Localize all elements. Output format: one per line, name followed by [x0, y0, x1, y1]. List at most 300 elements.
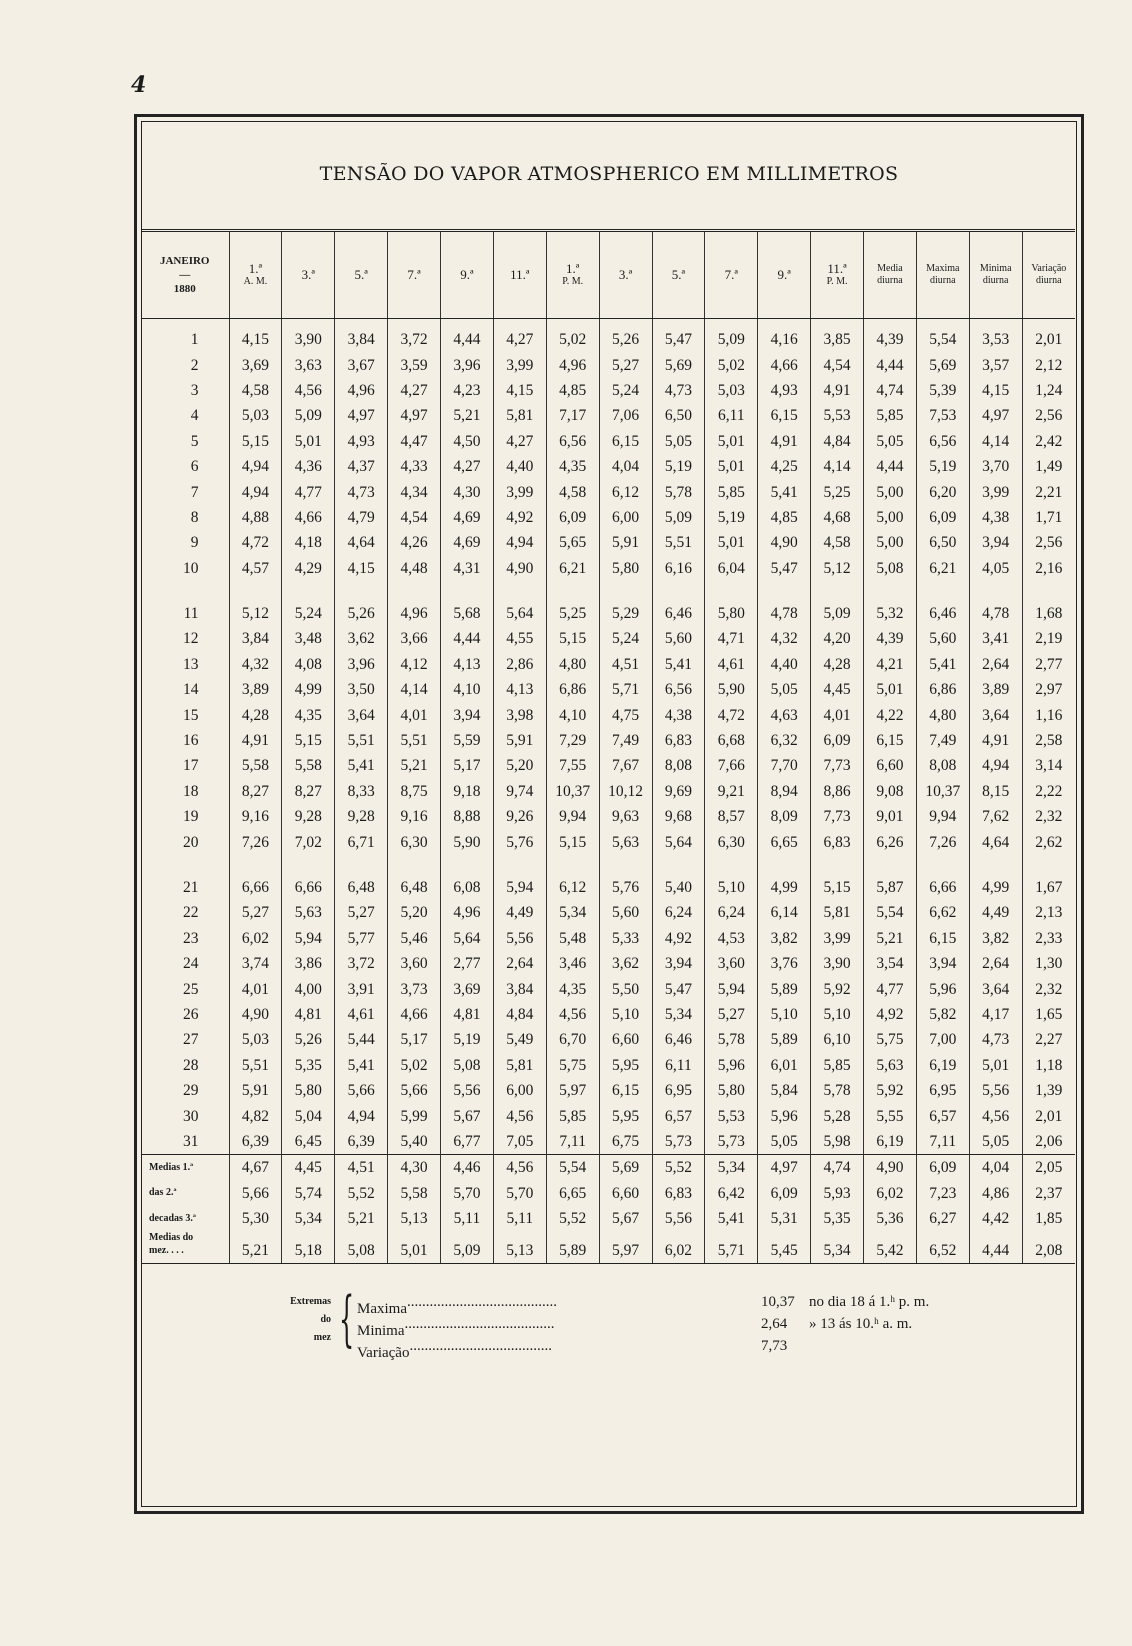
value-cell: 4,32 — [758, 626, 811, 651]
value-cell: 2,62 — [1022, 829, 1075, 854]
value-cell: 10,37 — [546, 779, 599, 804]
day-number: 26 — [183, 1005, 199, 1023]
value-cell: 4,44 — [969, 1231, 1022, 1264]
gap-cell — [141, 855, 229, 875]
column-header-top: Media — [877, 263, 903, 274]
value-cell: 9,01 — [864, 804, 917, 829]
value-cell: 9,69 — [652, 779, 705, 804]
value-cell: 6,14 — [758, 900, 811, 925]
value-cell: 4,77 — [864, 976, 917, 1001]
value-cell: 5,35 — [282, 1053, 335, 1078]
value-cell: 3,73 — [388, 976, 441, 1001]
value-cell: 4,90 — [229, 1002, 282, 1027]
value-cell: 4,49 — [493, 900, 546, 925]
table-row — [141, 352, 1075, 377]
value-cell: 2,77 — [1022, 652, 1075, 677]
value-cell: 5,00 — [864, 505, 917, 530]
value-cell: 4,79 — [335, 505, 388, 530]
gap-cell — [864, 581, 917, 601]
value-cell: 3,89 — [969, 677, 1022, 702]
value-cell: 6,60 — [599, 1027, 652, 1052]
value-cell: 9,94 — [916, 804, 969, 829]
decade-gap — [141, 581, 1075, 601]
value-cell: 2,27 — [1022, 1027, 1075, 1052]
value-cell: 2,32 — [1022, 804, 1075, 829]
value-cell: 7,06 — [599, 403, 652, 428]
table-row — [141, 926, 1075, 951]
value-cell: 6,12 — [546, 875, 599, 900]
value-cell: 5,84 — [758, 1078, 811, 1103]
table-row — [141, 677, 1075, 702]
gap-cell — [1022, 855, 1075, 875]
value-cell: 5,34 — [705, 1155, 758, 1181]
decade-mean-label-text — [141, 1213, 199, 1225]
extreme-dots: ...................................... — [409, 1338, 552, 1354]
value-cell: 6,65 — [546, 1181, 599, 1206]
gap-cell — [229, 581, 282, 601]
day-number: 24 — [183, 955, 199, 973]
value-cell: 7,17 — [546, 403, 599, 428]
value-cell: 3,90 — [282, 319, 335, 353]
value-cell: 4,71 — [705, 626, 758, 651]
day-number: 28 — [183, 1056, 199, 1074]
value-cell: 4,94 — [493, 530, 546, 555]
table-row — [141, 728, 1075, 753]
value-cell: 6,09 — [758, 1181, 811, 1206]
value-cell: 8,94 — [758, 779, 811, 804]
value-cell: 7,49 — [599, 728, 652, 753]
gap-cell — [969, 855, 1022, 875]
value-cell: 5,26 — [335, 601, 388, 626]
gap-cell — [546, 581, 599, 601]
decade-mean-label — [141, 1155, 229, 1181]
gap-cell — [388, 855, 441, 875]
value-cell: 5,51 — [388, 728, 441, 753]
value-cell: 6,19 — [916, 1053, 969, 1078]
value-cell: 2,33 — [1022, 926, 1075, 951]
day-number: 25 — [183, 980, 199, 998]
value-cell: 5,31 — [758, 1206, 811, 1231]
value-cell: 1,49 — [1022, 454, 1075, 479]
value-cell: 6,57 — [916, 1103, 969, 1128]
extremes-brace: { — [339, 1284, 355, 1354]
value-cell: 6,16 — [652, 556, 705, 581]
value-cell: 3,67 — [335, 352, 388, 377]
value-cell: 3,46 — [546, 951, 599, 976]
value-cell: 4,15 — [229, 319, 282, 353]
value-cell: 4,63 — [758, 702, 811, 727]
value-cell: 5,64 — [493, 601, 546, 626]
value-cell: 4,30 — [441, 479, 494, 504]
column-header-top: 3.ª — [301, 267, 315, 282]
value-cell: 5,76 — [599, 875, 652, 900]
value-cell: 4,66 — [282, 505, 335, 530]
value-cell: 4,73 — [969, 1027, 1022, 1052]
column-header-top: 9.ª — [777, 267, 791, 282]
value-cell: 4,04 — [599, 454, 652, 479]
value-cell: 5,33 — [599, 926, 652, 951]
extreme-dots: ........................................ — [407, 1294, 557, 1310]
value-cell: 7,53 — [916, 403, 969, 428]
value-cell: 6,01 — [758, 1053, 811, 1078]
day-number: 27 — [183, 1031, 199, 1049]
value-cell: 5,21 — [229, 1231, 282, 1264]
value-cell: 4,01 — [811, 702, 864, 727]
table-row — [141, 403, 1075, 428]
value-cell: 5,09 — [705, 319, 758, 353]
value-cell: 4,84 — [493, 1002, 546, 1027]
value-cell: 3,69 — [441, 976, 494, 1001]
value-cell: 5,40 — [652, 875, 705, 900]
value-cell: 5,60 — [916, 626, 969, 651]
table-row — [141, 900, 1075, 925]
gap-cell — [388, 581, 441, 601]
value-cell: 6,39 — [335, 1129, 388, 1155]
value-cell: 5,80 — [705, 601, 758, 626]
column-header-top: 7.ª — [724, 267, 738, 282]
value-cell: 2,86 — [493, 652, 546, 677]
value-cell: 5,66 — [335, 1078, 388, 1103]
value-cell: 5,64 — [441, 926, 494, 951]
decade-mean-row — [141, 1181, 1075, 1206]
value-cell: 4,78 — [969, 601, 1022, 626]
value-cell: 3,84 — [335, 319, 388, 353]
value-cell: 3,63 — [282, 352, 335, 377]
value-cell: 9,08 — [864, 779, 917, 804]
year-label: 1880 — [173, 283, 196, 295]
decade-index: 1.ª — [182, 1161, 194, 1173]
value-cell: 2,06 — [1022, 1129, 1075, 1155]
value-cell: 5,44 — [335, 1027, 388, 1052]
value-cell: 4,56 — [493, 1155, 546, 1181]
value-cell: 3,57 — [969, 352, 1022, 377]
value-cell: 4,81 — [282, 1002, 335, 1027]
value-cell: 3,64 — [969, 702, 1022, 727]
value-cell: 5,85 — [705, 479, 758, 504]
value-cell: 5,34 — [282, 1206, 335, 1231]
value-cell: 5,96 — [758, 1103, 811, 1128]
value-cell: 3,96 — [441, 352, 494, 377]
value-cell: 5,75 — [546, 1053, 599, 1078]
value-cell: 5,09 — [441, 1231, 494, 1264]
value-cell: 8,09 — [758, 804, 811, 829]
value-cell: 2,05 — [1022, 1155, 1075, 1181]
value-cell: 5,90 — [705, 677, 758, 702]
value-cell: 5,27 — [599, 352, 652, 377]
value-cell: 5,25 — [811, 479, 864, 504]
value-cell: 3,85 — [811, 319, 864, 353]
value-cell: 6,09 — [916, 1155, 969, 1181]
value-cell: 4,45 — [811, 677, 864, 702]
value-cell: 9,16 — [388, 804, 441, 829]
value-cell: 5,74 — [282, 1181, 335, 1206]
value-cell: 3,48 — [282, 626, 335, 651]
value-cell: 6,15 — [599, 429, 652, 454]
value-cell: 5,54 — [864, 900, 917, 925]
gap-cell — [652, 581, 705, 601]
day-number: 1 — [190, 331, 199, 349]
value-cell: 5,21 — [335, 1206, 388, 1231]
value-cell: 4,97 — [388, 403, 441, 428]
table-row — [141, 626, 1075, 651]
table-row — [141, 1027, 1075, 1052]
value-cell: 5,80 — [705, 1078, 758, 1103]
column-header-top: 11.ª — [510, 267, 530, 282]
value-cell: 5,19 — [652, 454, 705, 479]
value-cell: 5,20 — [493, 753, 546, 778]
value-cell: 6,56 — [652, 677, 705, 702]
value-cell: 6,12 — [599, 479, 652, 504]
value-cell: 4,04 — [969, 1155, 1022, 1181]
value-cell: 1,68 — [1022, 601, 1075, 626]
value-cell: 5,69 — [599, 1155, 652, 1181]
value-cell: 5,19 — [916, 454, 969, 479]
value-cell: 4,44 — [441, 319, 494, 353]
value-cell: 2,64 — [493, 951, 546, 976]
value-cell: 5,81 — [493, 1053, 546, 1078]
value-cell: 4,92 — [864, 1002, 917, 1027]
day-number: 11 — [183, 605, 199, 623]
value-cell: 3,54 — [864, 951, 917, 976]
value-cell: 6,09 — [916, 505, 969, 530]
value-cell: 4,61 — [705, 652, 758, 677]
table-row — [141, 702, 1075, 727]
value-cell: 5,71 — [599, 677, 652, 702]
column-header-top: 1.ª — [248, 261, 263, 276]
value-cell: 10,37 — [916, 779, 969, 804]
value-cell: 4,55 — [493, 626, 546, 651]
value-cell: 3,53 — [969, 319, 1022, 353]
value-cell: 1,65 — [1022, 1002, 1075, 1027]
month-year-header — [141, 231, 229, 319]
value-cell: 5,81 — [811, 900, 864, 925]
value-cell: 5,75 — [864, 1027, 917, 1052]
value-cell: 5,01 — [864, 677, 917, 702]
value-cell: 5,85 — [546, 1103, 599, 1128]
value-cell: 4,34 — [388, 479, 441, 504]
value-cell: 5,97 — [599, 1231, 652, 1264]
value-cell: 4,56 — [969, 1103, 1022, 1128]
value-cell: 6,77 — [441, 1129, 494, 1155]
value-cell: 2,37 — [1022, 1181, 1075, 1206]
table-row — [141, 556, 1075, 581]
value-cell: 1,30 — [1022, 951, 1075, 976]
value-cell: 4,48 — [388, 556, 441, 581]
value-cell: 4,30 — [388, 1155, 441, 1181]
value-cell: 3,62 — [599, 951, 652, 976]
value-cell: 9,18 — [441, 779, 494, 804]
value-cell: 5,35 — [811, 1206, 864, 1231]
value-cell: 6,57 — [652, 1103, 705, 1128]
day-number: 7 — [190, 483, 199, 501]
decade-mean-label — [141, 1181, 229, 1206]
gap-cell — [441, 855, 494, 875]
value-cell: 9,74 — [493, 779, 546, 804]
value-cell: 6,24 — [652, 900, 705, 925]
value-cell: 5,10 — [758, 1002, 811, 1027]
day-number: 22 — [183, 904, 199, 922]
column-header-top: Maxima — [926, 263, 960, 274]
table-row — [141, 652, 1075, 677]
decade-index: 3.ª — [185, 1212, 196, 1224]
value-cell: 4,91 — [758, 429, 811, 454]
value-cell: 5,47 — [758, 556, 811, 581]
value-cell: 5,97 — [546, 1078, 599, 1103]
value-cell: 4,27 — [441, 454, 494, 479]
value-cell: 3,82 — [969, 926, 1022, 951]
column-header-bottom: diurna — [1036, 275, 1062, 286]
value-cell: 4,99 — [282, 677, 335, 702]
value-cell: 4,90 — [493, 556, 546, 581]
value-cell: 5,27 — [335, 900, 388, 925]
value-cell: 5,08 — [864, 556, 917, 581]
value-cell: 6,95 — [916, 1078, 969, 1103]
value-cell: 5,67 — [441, 1103, 494, 1128]
value-cell: 3,86 — [282, 951, 335, 976]
value-cell: 4,14 — [388, 677, 441, 702]
value-cell: 5,85 — [811, 1053, 864, 1078]
value-cell: 5,71 — [705, 1231, 758, 1264]
value-cell: 4,91 — [229, 728, 282, 753]
value-cell: 5,25 — [546, 601, 599, 626]
value-cell: 6,02 — [864, 1181, 917, 1206]
table-row — [141, 1103, 1075, 1128]
value-cell: 6,66 — [229, 875, 282, 900]
value-cell: 4,92 — [493, 505, 546, 530]
value-cell: 4,64 — [335, 530, 388, 555]
value-cell: 5,21 — [388, 753, 441, 778]
column-header — [652, 231, 705, 319]
value-cell: 7,26 — [916, 829, 969, 854]
value-cell: 5,53 — [705, 1103, 758, 1128]
table-row — [141, 530, 1075, 555]
value-cell: 9,28 — [282, 804, 335, 829]
value-cell: 5,82 — [916, 1002, 969, 1027]
value-cell: 4,77 — [282, 479, 335, 504]
day-number: 29 — [183, 1082, 199, 1100]
value-cell: 4,39 — [864, 319, 917, 353]
value-cell: 5,12 — [811, 556, 864, 581]
value-cell: 6,26 — [864, 829, 917, 854]
value-cell: 4,15 — [335, 556, 388, 581]
value-cell: 6,95 — [652, 1078, 705, 1103]
value-cell: 6,24 — [705, 900, 758, 925]
value-cell: 6,56 — [546, 429, 599, 454]
value-cell: 2,22 — [1022, 779, 1075, 804]
value-cell: 4,78 — [758, 601, 811, 626]
column-header — [705, 231, 758, 319]
value-cell: 4,66 — [388, 1002, 441, 1027]
value-cell: 8,15 — [969, 779, 1022, 804]
value-cell: 4,97 — [335, 403, 388, 428]
value-cell: 4,13 — [441, 652, 494, 677]
table-row — [141, 976, 1075, 1001]
value-cell: 6,10 — [811, 1027, 864, 1052]
column-header — [758, 231, 811, 319]
value-cell: 6,83 — [652, 1181, 705, 1206]
value-cell: 6,11 — [705, 403, 758, 428]
value-cell: 5,01 — [969, 1053, 1022, 1078]
column-header-bottom: A. M. — [243, 276, 268, 287]
value-cell: 5,15 — [546, 626, 599, 651]
value-cell: 8,57 — [705, 804, 758, 829]
value-cell: 5,01 — [705, 530, 758, 555]
value-cell: 4,75 — [599, 702, 652, 727]
gap-cell — [282, 581, 335, 601]
value-cell: 4,42 — [969, 1206, 1022, 1231]
value-cell: 4,10 — [441, 677, 494, 702]
value-cell: 4,26 — [388, 530, 441, 555]
value-cell: 4,56 — [493, 1103, 546, 1128]
column-header — [282, 231, 335, 319]
value-cell: 5,70 — [441, 1181, 494, 1206]
value-cell: 5,10 — [599, 1002, 652, 1027]
value-cell: 5,50 — [599, 976, 652, 1001]
value-cell: 4,93 — [758, 378, 811, 403]
value-cell: 7,73 — [811, 753, 864, 778]
value-cell: 4,40 — [493, 454, 546, 479]
value-cell: 4,99 — [969, 875, 1022, 900]
value-cell: 4,88 — [229, 505, 282, 530]
table-row — [141, 378, 1075, 403]
column-header-top: 9.ª — [460, 267, 474, 282]
value-cell: 4,05 — [969, 556, 1022, 581]
value-cell: 3,60 — [705, 951, 758, 976]
value-cell: 4,38 — [652, 702, 705, 727]
value-cell: 4,57 — [229, 556, 282, 581]
value-cell: 1,85 — [1022, 1206, 1075, 1231]
value-cell: 5,15 — [811, 875, 864, 900]
value-cell: 3,69 — [229, 352, 282, 377]
month-mean-row — [141, 1231, 1075, 1264]
value-cell: 5,56 — [493, 926, 546, 951]
value-cell: 3,66 — [388, 626, 441, 651]
value-cell: 3,99 — [493, 352, 546, 377]
value-cell: 5,26 — [282, 1027, 335, 1052]
value-cell: 6,83 — [811, 829, 864, 854]
table-row — [141, 454, 1075, 479]
value-cell: 4,94 — [335, 1103, 388, 1128]
day-number: 23 — [183, 929, 199, 947]
day-number: 21 — [183, 879, 199, 896]
value-cell: 4,94 — [969, 753, 1022, 778]
extreme-row — [357, 1291, 930, 1317]
gap-cell — [758, 581, 811, 601]
value-cell: 6,50 — [916, 530, 969, 555]
value-cell: 6,15 — [864, 728, 917, 753]
table-row — [141, 951, 1075, 976]
value-cell: 4,92 — [652, 926, 705, 951]
header-dash: — — [179, 269, 191, 281]
value-cell: 5,03 — [705, 378, 758, 403]
value-cell: 6,68 — [705, 728, 758, 753]
value-cell: 5,11 — [441, 1206, 494, 1231]
value-cell: 5,27 — [229, 900, 282, 925]
value-cell: 4,01 — [229, 976, 282, 1001]
value-cell: 6,04 — [705, 556, 758, 581]
table-frame — [134, 114, 1084, 1514]
value-cell: 2,77 — [441, 951, 494, 976]
day-number: 8 — [190, 508, 199, 526]
value-cell: 3,70 — [969, 454, 1022, 479]
value-cell: 6,00 — [493, 1078, 546, 1103]
gap-cell — [493, 581, 546, 601]
value-cell: 4,38 — [969, 505, 1022, 530]
value-cell: 6,46 — [916, 601, 969, 626]
value-cell: 6,48 — [388, 875, 441, 900]
value-cell: 9,94 — [546, 804, 599, 829]
value-cell: 5,56 — [969, 1078, 1022, 1103]
